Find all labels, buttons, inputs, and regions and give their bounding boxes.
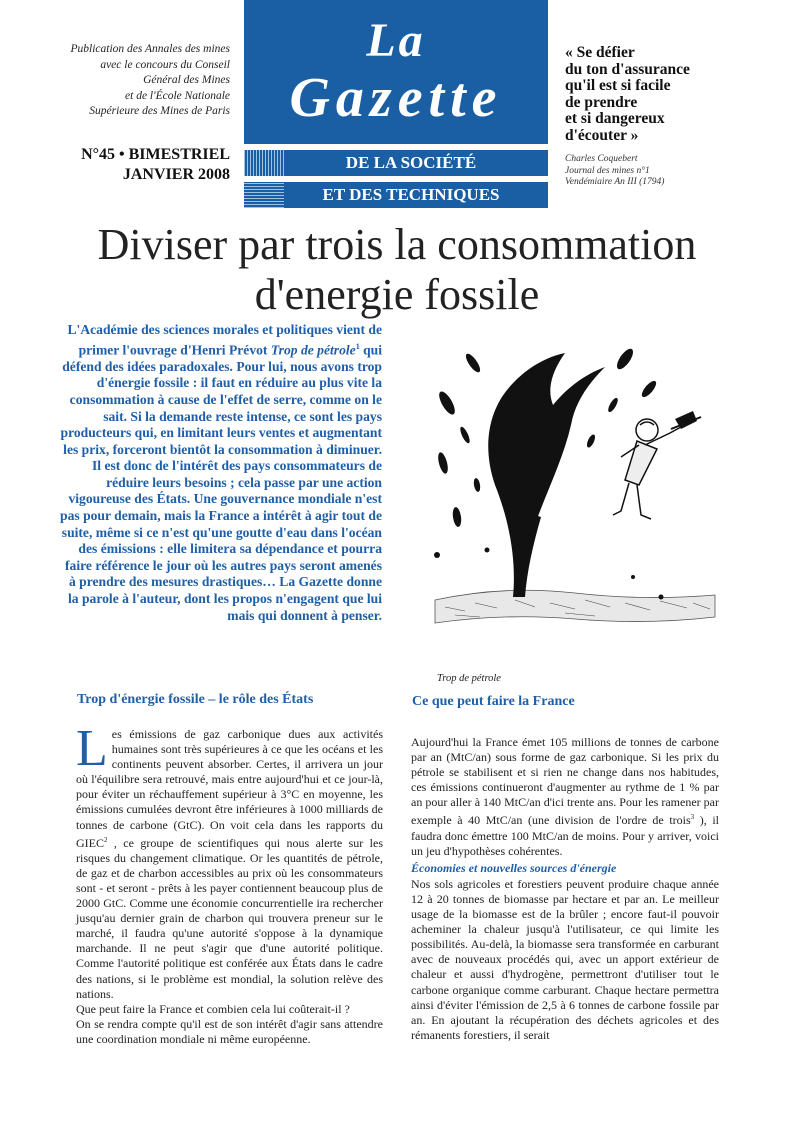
publisher-info: [60, 42, 230, 120]
quote-line: et si dangereux: [565, 110, 665, 127]
stripe-pattern: [244, 150, 286, 176]
title-line: Diviser par trois la consommation: [97, 220, 697, 269]
paragraph-text: Aujourd'hui la France émet 105 millions de tonnes de carbone par an (MtC/an) sous forme de gaz carbonique. Si les prix du pétrole se stabilisent et si rien ne change dans nos habitudes, ces émissions continueront d'augmenter au rythme de 1 % par an pour aller à 140 MtC/an d'ici trente ans. Pour les ramener par exemple à 40 MtC/an (une division de l'ordre de trois: [411, 735, 719, 828]
masthead-subtitle-line2: ET DES TECHNIQUES: [322, 185, 500, 204]
issue-info: [60, 145, 230, 185]
quote-source-line: Vendémiaire An III (1794): [565, 177, 665, 187]
body-paragraph: Que peut faire la France et combien cela lui coûterait-il ?: [76, 1001, 350, 1016]
issue-number: N°45 • BIMESTRIEL: [81, 146, 230, 163]
publisher-line: Publication des Annales des mines: [70, 43, 230, 55]
masthead-subtitle-band: [244, 182, 548, 208]
body-paragraph: On se rendra compte qu'il est de son intérêt d'agir sans attendre une coordination mondiale ni même européenne.: [76, 1016, 383, 1046]
quote-source: [565, 154, 745, 189]
section-heading-right: Ce que peut faire la France: [412, 694, 575, 709]
stripe-pattern: [244, 182, 284, 208]
quote-source-line: Journal des mines n°1: [565, 165, 650, 176]
footnote-ref: 3: [690, 813, 695, 822]
quote-line: « Se défier: [565, 44, 635, 61]
footnote-ref: 1: [355, 341, 360, 351]
body-column-left: [76, 720, 383, 1047]
oil-gusher-illustration: [425, 345, 725, 670]
epigraph-quote: [565, 45, 745, 144]
article-title: [40, 220, 754, 320]
publisher-line: et de l'École Nationale: [125, 89, 230, 102]
quote-line: d'écouter »: [565, 126, 639, 144]
quote-source-line: Charles Coquebert: [565, 154, 638, 164]
quote-line: du ton d'assurance: [565, 60, 690, 78]
paragraph-text: ), il faudra donc émettre 100 MtC/an de moins. Pour y arriver, voici un jeu d'hypothèses cohérentes.: [411, 813, 719, 858]
masthead-subtitle-band: [244, 150, 548, 176]
lead-text: L'Académie des sciences morales et politiques vient de primer l'ouvrage d'Henri Prévot: [67, 322, 382, 358]
masthead-gazette: Gazette: [289, 67, 503, 129]
body-paragraph: [76, 720, 383, 1002]
drop-cap: L: [76, 720, 108, 777]
lead-text: qui défend des idées paradoxales. Pour lui, nous avons trop d'énergie fossile : il faut en réduire au plus vite la consommation à cause de l'effet de serre, comme on le sait. Si la demande reste intense, ce sont les pays producteurs qui, en limitant leurs ventes et augmentant les prix, forceront bientôt la consommation à diminuer. Il est donc de l'intérêt des pays consommateurs de réduire leurs besoins ; cela passe par une action vigoureuse des États. Une gouvernance mondiale n'est pas pour demain, mais la France a intérêt à agir tout de suite, même si ce n'est qu'une goutte d'eau dans l'océan des émissions : elle limitera sa dépendance et pourra faire référence le jour où les autres pays seront amenés à prendre des mesures drastiques… La Gazette donne la parole à l'auteur, dont les propos n'engagent que lui mais qui donnent à penser.: [60, 342, 382, 623]
publisher-line: avec le concours du Conseil: [100, 58, 230, 71]
illustration-caption: Trop de pétrole: [437, 673, 501, 684]
publisher-line: Supérieure des Mines de Paris: [89, 105, 230, 117]
quote-line: qu'il est si facile: [565, 77, 671, 94]
paragraph-text: es émissions de gaz carbonique dues aux activités humaines sont très supérieures à ce que les océans et les continents peuvent absorber. Certes, il arrivera un jour où l'équilibre sera retrouvé, mais entre aujourd'hui et ce jour-là, pour éviter un réchauffement supérieur à 3°C en moyenne, les émissions cumulées devront être inférieures à 1000 milliards de tonnes de carbone (GtC). On voit cela dans les rapports du GIEC: [76, 727, 383, 850]
body-paragraph: [411, 735, 719, 859]
article-lead: [60, 322, 382, 624]
paragraph-text: , ce groupe de scientifiques qui nous alerte sur les risques du changement climatique. Or les quantités de pétrole, de gaz et de charbon accessibles au prix où les consommateurs sont - et seront - prêts à les payer contiennent beaucoup plus de 2000 GtC. Comme une économie concurrentielle ira rechercher jusqu'au dernier grain de charbon qui trouvera preneur sur le marché, il faudra qu'une autorité s'oppose à la dynamique marchande. Il ne peut s'agir que d'une autorité politique. Comme l'autorité politique est conférée aux États dans le cadre des nations, si le problème est mondial, la solution relève des nations.: [76, 835, 383, 1001]
subheading: Économies et nouvelles sources d'énergie: [411, 860, 617, 875]
publisher-line: Général des Mines: [143, 74, 230, 86]
masthead-la: La: [366, 14, 426, 67]
masthead-subtitle-line1: DE LA SOCIÉTÉ: [345, 153, 477, 172]
title-line: d'energie fossile: [254, 270, 540, 319]
quote-line: de prendre: [565, 93, 638, 111]
section-heading-left: Trop d'énergie fossile – le rôle des États: [77, 692, 314, 707]
body-column-right: [411, 735, 719, 1043]
book-title: Trop de pétrole: [270, 342, 356, 358]
footnote-ref: 2: [104, 835, 108, 844]
issue-date: JANVIER 2008: [122, 166, 230, 183]
body-paragraph: Nos sols agricoles et forestiers peuvent produire chaque année 12 à 20 tonnes de biomasse par hectare et par an. Le meilleur usage de la biomasse est de la brûler ; encore faut-il pouvoir acheminer la chaleur jusqu'à l'utilisateur, ce qui limite les possibilités. Au-delà, la biomasse sera transformée en carburant avec de nouveaux procédés qui, avec un apport extérieur de chaleur et aussi d'hydrogène, permettront d'utiliser tout le carbone organique comme carburant. Chaque hectare permettra ainsi d'éviter l'émission de 2,5 à 6 tonnes de carbone fossile par an. En ajoutant la récupération des déchets agricoles et des rémanents forestiers, il serait: [411, 876, 719, 1042]
